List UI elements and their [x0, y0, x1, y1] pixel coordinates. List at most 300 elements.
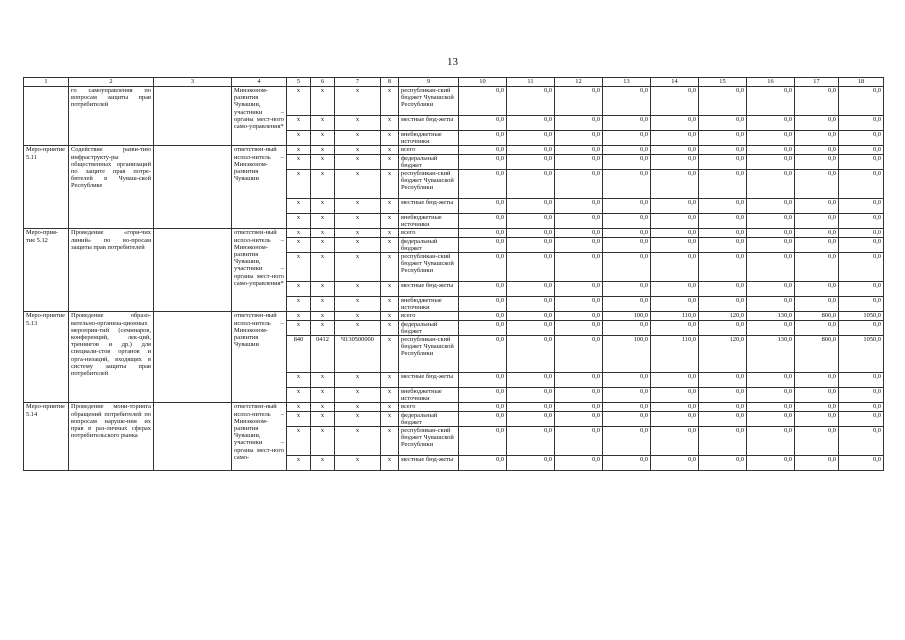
- value-cell: 0,0: [603, 87, 651, 116]
- value-cell: 0,0: [839, 388, 884, 403]
- column-header: 17: [795, 78, 839, 87]
- code-cell: х: [381, 388, 399, 403]
- event-name-cell: Содействие разви-тию инфраструкту-ры общественных организаций по защите прав потре-бителей в Чуваш-ской Республике: [69, 146, 154, 229]
- value-cell: 0,0: [555, 253, 603, 282]
- code-cell: х: [335, 312, 381, 320]
- value-cell: 0,0: [839, 253, 884, 282]
- funding-source-cell: внебюджетные источники: [399, 131, 459, 146]
- page-number: 13: [447, 56, 458, 68]
- value-cell: 0,0: [651, 411, 699, 426]
- value-cell: 0,0: [839, 87, 884, 116]
- value-cell: 0,0: [459, 237, 507, 252]
- funding-source-cell: федеральный бюджет: [399, 411, 459, 426]
- responsible-cell: ответствен-ный испол-нитель – Минэконом-развития Чувашии, участники – органы мест-ного само-: [232, 403, 287, 471]
- code-cell: х: [287, 427, 311, 456]
- value-cell: 0,0: [795, 388, 839, 403]
- value-cell: 0,0: [603, 146, 651, 154]
- value-cell: 0,0: [699, 214, 747, 229]
- code-cell: х: [311, 403, 335, 411]
- funding-source-cell: республикан-ский бюджет Чувашской Республики: [399, 427, 459, 456]
- value-cell: 0,0: [651, 320, 699, 335]
- value-cell: 0,0: [459, 297, 507, 312]
- code-cell: х: [381, 116, 399, 131]
- code-cell: х: [335, 282, 381, 297]
- code-cell: х: [335, 456, 381, 471]
- code-cell: х: [335, 214, 381, 229]
- column-header: 1: [24, 78, 69, 87]
- column-header: 11: [507, 78, 555, 87]
- value-cell: 0,0: [603, 170, 651, 199]
- value-cell: 0,0: [555, 154, 603, 169]
- value-cell: 0,0: [839, 237, 884, 252]
- value-cell: 0,0: [651, 199, 699, 214]
- value-cell: 0,0: [699, 427, 747, 456]
- value-cell: 0,0: [507, 411, 555, 426]
- table-row: [24, 87, 884, 116]
- code-cell: х: [381, 87, 399, 116]
- table-row: [24, 312, 884, 320]
- empty-cell: [154, 403, 232, 471]
- value-cell: 0,0: [555, 214, 603, 229]
- code-cell: х: [335, 131, 381, 146]
- value-cell: 0,0: [459, 411, 507, 426]
- value-cell: 0,0: [699, 456, 747, 471]
- column-header: 16: [747, 78, 795, 87]
- value-cell: 0,0: [603, 214, 651, 229]
- code-cell: х: [381, 154, 399, 169]
- code-cell: х: [335, 320, 381, 335]
- value-cell: 0,0: [839, 154, 884, 169]
- code-cell: х: [335, 427, 381, 456]
- value-cell: 0,0: [795, 373, 839, 388]
- value-cell: 0,0: [603, 411, 651, 426]
- value-cell: 0,0: [555, 403, 603, 411]
- value-cell: 0,0: [795, 116, 839, 131]
- value-cell: 0,0: [507, 214, 555, 229]
- code-cell: х: [381, 297, 399, 312]
- code-cell: х: [335, 199, 381, 214]
- code-cell: х: [311, 131, 335, 146]
- value-cell: 0,0: [839, 320, 884, 335]
- funding-source-cell: внебюджетные источники: [399, 297, 459, 312]
- event-name-cell: Проведение образо-вательно-организа-ционных мероприя-тий (семинаров, конференций, лек-ций, тренингов и др.) для специали-стов органов и орга-низаций, входящих в систему защиты прав потребителей: [69, 312, 154, 403]
- code-cell: х: [311, 388, 335, 403]
- value-cell: 0,0: [839, 373, 884, 388]
- value-cell: 0,0: [651, 373, 699, 388]
- value-cell: 0,0: [795, 199, 839, 214]
- code-cell: х: [287, 403, 311, 411]
- value-cell: 0,0: [699, 388, 747, 403]
- code-cell: х: [381, 170, 399, 199]
- value-cell: 0,0: [795, 131, 839, 146]
- value-cell: 0,0: [459, 427, 507, 456]
- value-cell: 0,0: [795, 146, 839, 154]
- event-number-cell: Меро-приятие 5.13: [24, 312, 69, 403]
- value-cell: 1050,0: [839, 312, 884, 320]
- responsible-cell: ответствен-ный испол-нитель – Минэконом-развития Чувашии, участники – органы мест-ного само-управления*: [232, 229, 287, 312]
- code-cell: х: [381, 456, 399, 471]
- funding-source-cell: республикан-ский бюджет Чувашской Республики: [399, 170, 459, 199]
- code-cell: х: [311, 237, 335, 252]
- value-cell: 0,0: [459, 170, 507, 199]
- code-cell: х: [335, 253, 381, 282]
- value-cell: 0,0: [459, 388, 507, 403]
- value-cell: 0,0: [459, 214, 507, 229]
- budget-table: [23, 77, 884, 471]
- value-cell: 0,0: [795, 403, 839, 411]
- value-cell: 0,0: [507, 199, 555, 214]
- value-cell: 0,0: [795, 297, 839, 312]
- value-cell: 0,0: [699, 373, 747, 388]
- code-cell: х: [311, 456, 335, 471]
- code-cell: х: [381, 427, 399, 456]
- value-cell: 0,0: [839, 411, 884, 426]
- value-cell: 0,0: [795, 87, 839, 116]
- value-cell: 0,0: [603, 282, 651, 297]
- value-cell: 0,0: [795, 229, 839, 237]
- value-cell: 0,0: [747, 427, 795, 456]
- code-cell: х: [287, 253, 311, 282]
- funding-source-cell: всего: [399, 312, 459, 320]
- value-cell: 0,0: [651, 427, 699, 456]
- value-cell: 0,0: [507, 131, 555, 146]
- value-cell: 0,0: [699, 87, 747, 116]
- value-cell: 0,0: [555, 336, 603, 373]
- value-cell: 0,0: [747, 146, 795, 154]
- value-cell: 0,0: [699, 403, 747, 411]
- value-cell: 0,0: [459, 253, 507, 282]
- event-number-cell: Меро-приятие 5.14: [24, 403, 69, 471]
- code-cell: х: [287, 297, 311, 312]
- event-name-cell: Проведение «горя-чих линий» по во-просам защиты прав потребителей: [69, 229, 154, 312]
- value-cell: 0,0: [555, 146, 603, 154]
- value-cell: 0,0: [699, 320, 747, 335]
- code-cell: х: [287, 312, 311, 320]
- value-cell: 0,0: [651, 131, 699, 146]
- empty-cell: [154, 146, 232, 229]
- value-cell: 0,0: [507, 154, 555, 169]
- column-header: 14: [651, 78, 699, 87]
- code-cell: х: [335, 237, 381, 252]
- value-cell: 0,0: [839, 170, 884, 199]
- value-cell: 0,0: [555, 199, 603, 214]
- funding-source-cell: внебюджетные источники: [399, 214, 459, 229]
- code-cell: х: [287, 170, 311, 199]
- column-header: 15: [699, 78, 747, 87]
- value-cell: 0,0: [555, 282, 603, 297]
- code-cell: х: [311, 373, 335, 388]
- value-cell: 0,0: [507, 146, 555, 154]
- value-cell: 0,0: [839, 282, 884, 297]
- value-cell: 0,0: [747, 237, 795, 252]
- value-cell: 0,0: [651, 214, 699, 229]
- value-cell: 0,0: [839, 214, 884, 229]
- value-cell: 0,0: [603, 229, 651, 237]
- code-cell: х: [381, 403, 399, 411]
- code-cell: х: [381, 237, 399, 252]
- value-cell: 0,0: [507, 456, 555, 471]
- column-header: 10: [459, 78, 507, 87]
- value-cell: 0,0: [651, 297, 699, 312]
- value-cell: 0,0: [747, 199, 795, 214]
- value-cell: 0,0: [839, 297, 884, 312]
- value-cell: 0,0: [795, 427, 839, 456]
- value-cell: 0,0: [603, 373, 651, 388]
- code-cell: х: [381, 214, 399, 229]
- code-cell: х: [335, 411, 381, 426]
- value-cell: 0,0: [839, 199, 884, 214]
- code-cell: х: [287, 146, 311, 154]
- value-cell: 0,0: [651, 253, 699, 282]
- value-cell: 0,0: [555, 373, 603, 388]
- value-cell: 0,0: [651, 388, 699, 403]
- code-cell: х: [335, 373, 381, 388]
- value-cell: 0,0: [555, 388, 603, 403]
- code-cell: х: [335, 229, 381, 237]
- value-cell: 0,0: [459, 456, 507, 471]
- value-cell: 110,0: [651, 336, 699, 373]
- value-cell: 0,0: [555, 87, 603, 116]
- value-cell: 0,0: [795, 456, 839, 471]
- column-header: 2: [69, 78, 154, 87]
- code-cell: х: [335, 116, 381, 131]
- column-header: 12: [555, 78, 603, 87]
- value-cell: 0,0: [459, 116, 507, 131]
- code-cell: х: [287, 388, 311, 403]
- code-cell: х: [311, 214, 335, 229]
- funding-source-cell: местные бюд-жеты: [399, 199, 459, 214]
- value-cell: 0,0: [839, 456, 884, 471]
- responsible-cell: ответствен-ный испол-нитель – Минэконом-развития Чувашии: [232, 312, 287, 403]
- empty-cell: [154, 229, 232, 312]
- column-header: 13: [603, 78, 651, 87]
- event-number-cell: Меро-прия-тие 5.12: [24, 229, 69, 312]
- funding-source-cell: федеральный бюджет: [399, 237, 459, 252]
- value-cell: 0,0: [795, 320, 839, 335]
- column-header: 5: [287, 78, 311, 87]
- value-cell: 0,0: [747, 87, 795, 116]
- value-cell: 0,0: [603, 320, 651, 335]
- funding-source-cell: всего: [399, 229, 459, 237]
- funding-source-cell: республикан-ский бюджет Чувашской Республики: [399, 87, 459, 116]
- value-cell: 0,0: [839, 146, 884, 154]
- value-cell: 0,0: [459, 199, 507, 214]
- value-cell: 0,0: [603, 253, 651, 282]
- responsible-cell: ответствен-ный испол-нитель – Минэконом-развития Чувашии: [232, 146, 287, 229]
- value-cell: 0,0: [651, 116, 699, 131]
- code-cell: х: [381, 411, 399, 426]
- code-cell: Ч130500000: [335, 336, 381, 373]
- value-cell: 0,0: [747, 170, 795, 199]
- value-cell: 110,0: [651, 312, 699, 320]
- code-cell: х: [381, 131, 399, 146]
- value-cell: 0,0: [651, 146, 699, 154]
- value-cell: 0,0: [459, 403, 507, 411]
- column-header: 18: [839, 78, 884, 87]
- code-cell: х: [311, 229, 335, 237]
- value-cell: 0,0: [459, 146, 507, 154]
- value-cell: 0,0: [507, 403, 555, 411]
- value-cell: 0,0: [747, 154, 795, 169]
- value-cell: 0,0: [555, 170, 603, 199]
- value-cell: 0,0: [699, 116, 747, 131]
- code-cell: х: [287, 229, 311, 237]
- code-cell: х: [335, 297, 381, 312]
- code-cell: х: [287, 282, 311, 297]
- code-cell: х: [335, 170, 381, 199]
- code-cell: х: [335, 87, 381, 116]
- code-cell: х: [287, 237, 311, 252]
- value-cell: 0,0: [839, 403, 884, 411]
- value-cell: 0,0: [747, 253, 795, 282]
- code-cell: х: [287, 199, 311, 214]
- value-cell: 0,0: [699, 253, 747, 282]
- code-cell: 0412: [311, 336, 335, 373]
- value-cell: 0,0: [459, 131, 507, 146]
- value-cell: 0,0: [651, 154, 699, 169]
- value-cell: 800,0: [795, 336, 839, 373]
- code-cell: х: [311, 199, 335, 214]
- value-cell: 0,0: [747, 116, 795, 131]
- column-header: 6: [311, 78, 335, 87]
- code-cell: х: [311, 116, 335, 131]
- value-cell: 0,0: [507, 427, 555, 456]
- value-cell: 0,0: [603, 154, 651, 169]
- code-cell: х: [287, 154, 311, 169]
- value-cell: 0,0: [603, 456, 651, 471]
- column-number-row: [24, 78, 884, 87]
- value-cell: 0,0: [507, 373, 555, 388]
- code-cell: х: [311, 312, 335, 320]
- value-cell: 0,0: [699, 199, 747, 214]
- value-cell: 0,0: [507, 237, 555, 252]
- value-cell: 0,0: [651, 237, 699, 252]
- value-cell: 0,0: [795, 253, 839, 282]
- code-cell: х: [311, 154, 335, 169]
- code-cell: 840: [287, 336, 311, 373]
- value-cell: 0,0: [555, 116, 603, 131]
- code-cell: х: [381, 229, 399, 237]
- value-cell: 0,0: [747, 131, 795, 146]
- value-cell: 0,0: [507, 170, 555, 199]
- code-cell: х: [311, 253, 335, 282]
- code-cell: х: [381, 320, 399, 335]
- code-cell: х: [381, 146, 399, 154]
- code-cell: х: [311, 282, 335, 297]
- code-cell: х: [335, 154, 381, 169]
- value-cell: 0,0: [555, 297, 603, 312]
- value-cell: 1050,0: [839, 336, 884, 373]
- value-cell: 0,0: [555, 320, 603, 335]
- value-cell: 100,0: [603, 336, 651, 373]
- value-cell: 0,0: [795, 170, 839, 199]
- value-cell: 0,0: [507, 336, 555, 373]
- empty-cell: [154, 312, 232, 403]
- code-cell: х: [381, 312, 399, 320]
- value-cell: 0,0: [555, 131, 603, 146]
- code-cell: х: [311, 170, 335, 199]
- value-cell: 0,0: [603, 116, 651, 131]
- value-cell: 0,0: [507, 297, 555, 312]
- value-cell: 0,0: [603, 131, 651, 146]
- event-number-cell: Меро-приятие 5.11: [24, 146, 69, 229]
- table-row: [24, 229, 884, 237]
- code-cell: х: [381, 199, 399, 214]
- value-cell: 0,0: [795, 411, 839, 426]
- funding-source-cell: местные бюд-жеты: [399, 456, 459, 471]
- event-name-cell: го самоуправления по вопросам защиты прав потребителей: [69, 87, 154, 146]
- event-number-cell: [24, 87, 69, 146]
- code-cell: х: [287, 116, 311, 131]
- value-cell: 0,0: [747, 411, 795, 426]
- code-cell: х: [381, 253, 399, 282]
- value-cell: 0,0: [699, 411, 747, 426]
- code-cell: х: [287, 456, 311, 471]
- code-cell: х: [381, 282, 399, 297]
- value-cell: 0,0: [555, 237, 603, 252]
- value-cell: 0,0: [603, 199, 651, 214]
- code-cell: х: [335, 146, 381, 154]
- funding-source-cell: федеральный бюджет: [399, 320, 459, 335]
- value-cell: 0,0: [747, 297, 795, 312]
- value-cell: 800,0: [795, 312, 839, 320]
- funding-source-cell: республикан-ский бюджет Чувашской Республики: [399, 336, 459, 373]
- code-cell: х: [311, 411, 335, 426]
- value-cell: 0,0: [747, 373, 795, 388]
- value-cell: 0,0: [747, 214, 795, 229]
- value-cell: 0,0: [459, 373, 507, 388]
- value-cell: 0,0: [555, 427, 603, 456]
- value-cell: 0,0: [507, 282, 555, 297]
- value-cell: 0,0: [459, 320, 507, 335]
- column-header: 9: [399, 78, 459, 87]
- value-cell: 0,0: [795, 154, 839, 169]
- value-cell: 0,0: [699, 282, 747, 297]
- value-cell: 0,0: [555, 312, 603, 320]
- value-cell: 0,0: [747, 229, 795, 237]
- funding-source-cell: всего: [399, 403, 459, 411]
- value-cell: 0,0: [555, 411, 603, 426]
- code-cell: х: [311, 87, 335, 116]
- value-cell: 0,0: [651, 170, 699, 199]
- value-cell: 0,0: [507, 320, 555, 335]
- code-cell: х: [287, 411, 311, 426]
- code-cell: х: [335, 403, 381, 411]
- value-cell: 0,0: [651, 403, 699, 411]
- value-cell: 0,0: [699, 229, 747, 237]
- column-header: 4: [232, 78, 287, 87]
- value-cell: 0,0: [651, 456, 699, 471]
- value-cell: 0,0: [747, 456, 795, 471]
- funding-source-cell: всего: [399, 146, 459, 154]
- funding-source-cell: местные бюд-жеты: [399, 373, 459, 388]
- code-cell: х: [311, 427, 335, 456]
- value-cell: 100,0: [603, 312, 651, 320]
- value-cell: 0,0: [459, 87, 507, 116]
- value-cell: 0,0: [839, 229, 884, 237]
- value-cell: 130,0: [747, 336, 795, 373]
- value-cell: 0,0: [459, 336, 507, 373]
- responsible-cell: Минэконом-развития Чувашии, участники – органы мест-ного само-управления*: [232, 87, 287, 146]
- value-cell: 0,0: [507, 388, 555, 403]
- value-cell: 0,0: [747, 320, 795, 335]
- value-cell: 0,0: [507, 87, 555, 116]
- code-cell: х: [311, 146, 335, 154]
- value-cell: 0,0: [699, 146, 747, 154]
- code-cell: х: [287, 320, 311, 335]
- value-cell: 0,0: [459, 282, 507, 297]
- value-cell: 0,0: [603, 427, 651, 456]
